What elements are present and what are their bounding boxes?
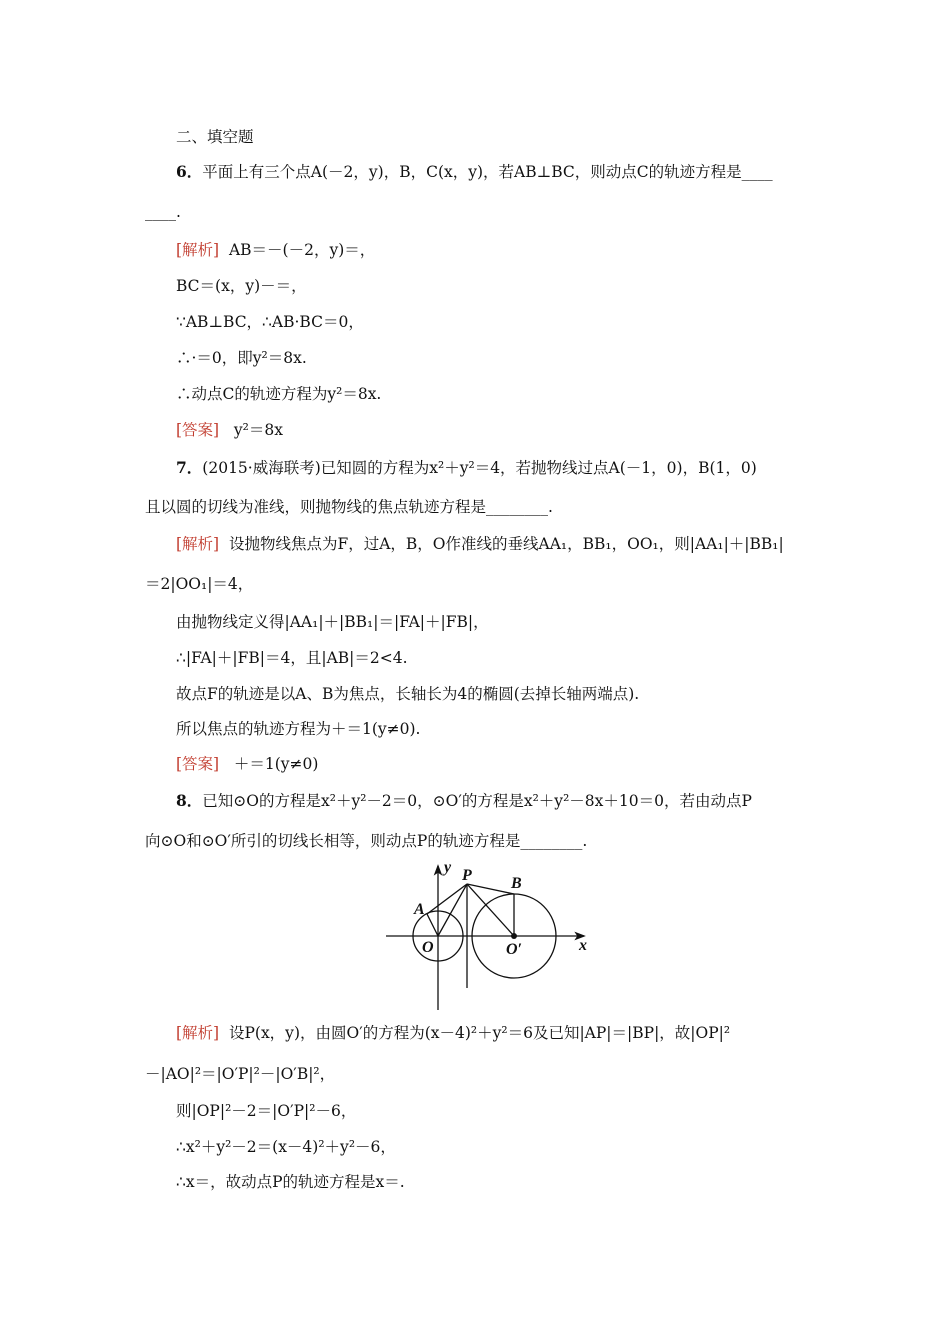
q7-analysis-line4: ∴|FA|＋|FB|＝4，且|AB|＝2<4. <box>176 649 408 667</box>
q7-analysis-text: 设抛物线焦点为F，过A，B，O作准线的垂线AA₁，BB₁，OO₁，则|AA₁|＋|BB₁| <box>228 535 784 553</box>
q8-analysis-line1 <box>176 1023 730 1043</box>
q8-text: 已知⊙O的方程是x²＋y²－2＝0，⊙O′的方程是x²＋y²－8x＋10＝0，若由动点P <box>202 792 752 810</box>
segment-ao <box>427 914 438 936</box>
q7-analysis-line3: 由抛物线定义得|AA₁|＋|BB₁|＝|FA|＋|FB|， <box>176 613 489 631</box>
q6-stem-line2: ____. <box>145 203 181 221</box>
circles-figure <box>386 858 596 1014</box>
label-o-prime: O′ <box>506 941 523 958</box>
label-p: P <box>462 867 472 884</box>
q6-text: 平面上有三个点A(－2，y)，B，C(x，y)，若AB⊥BC，则动点C的轨迹方程是____ <box>202 163 773 181</box>
q8-number: 8． <box>176 791 203 810</box>
label-b: B <box>511 875 522 892</box>
q6-stem-line1 <box>176 162 773 182</box>
q7-text: (2015·威海联考)已知圆的方程为x²＋y²＝4，若抛物线过点A(－1，0)，B(1，0) <box>202 459 757 477</box>
q7-stem-line2: 且以圆的切线为准线，则抛物线的焦点轨迹方程是________. <box>145 498 553 516</box>
q7-answer-tag: [答案] <box>176 755 220 773</box>
q6-analysis-line2: BC＝(x，y)－＝， <box>176 277 307 295</box>
q6-analysis-line5: ∴动点C的轨迹方程为y²＝8x. <box>176 385 382 403</box>
q6-answer: y²＝8x <box>233 421 283 439</box>
q7-stem-line1 <box>176 458 757 478</box>
q7-analysis-line1 <box>176 534 784 554</box>
segment-po <box>438 884 467 936</box>
q6-analysis-tag: [解析] <box>176 241 220 259</box>
q7-number: 7． <box>176 458 203 477</box>
q7-analysis-line2: ＝2|OO₁|＝4， <box>145 575 254 593</box>
label-a: A <box>414 901 425 918</box>
q8-stem-line1 <box>176 791 752 811</box>
section-title: 二、填空题 <box>176 128 254 146</box>
q6-number: 6． <box>176 162 203 181</box>
q8-analysis-line4: ∴x²＋y²－2＝(x－4)²＋y²－6， <box>176 1138 396 1156</box>
tangent-pa <box>427 884 467 914</box>
label-y: y <box>444 859 452 876</box>
q7-answer-line <box>176 754 318 774</box>
label-o: O <box>422 939 434 956</box>
q6-answer-tag: [答案] <box>176 421 220 439</box>
q7-answer: ＋＝1(y≠0) <box>233 755 319 773</box>
q6-answer-line <box>176 420 283 440</box>
q6-analysis-line1 <box>176 240 375 260</box>
q6-analysis-text: AB＝－(－2，y)＝， <box>228 241 376 259</box>
q8-analysis-line5: ∴x＝，故动点P的轨迹方程是x＝. <box>176 1173 405 1191</box>
q6-analysis-line4: ∴·＝0，即y²＝8x. <box>176 349 307 367</box>
q6-analysis-line3: ∵AB⊥BC，∴AB·BC＝0， <box>176 313 364 331</box>
q8-analysis-tag: [解析] <box>176 1024 220 1042</box>
q8-analysis-text: 设P(x，y)，由圆O′的方程为(x－4)²＋y²＝6及已知|AP|＝|BP|，故|OP|² <box>228 1024 731 1042</box>
segment-po-prime <box>467 884 514 936</box>
q7-analysis-line6: 所以焦点的轨迹方程为＋＝1(y≠0). <box>176 720 421 738</box>
q8-analysis-line3: 则|OP|²－2＝|O′P|²－6， <box>176 1102 357 1120</box>
q8-analysis-line2: －|AO|²＝|O′P|²－|O′B|²， <box>145 1065 336 1083</box>
q8-stem-line2: 向⊙O和⊙O′所引的切线长相等，则动点P的轨迹方程是________. <box>145 832 588 850</box>
q7-analysis-line5: 故点F的轨迹是以A、B为焦点，长轴长为4的椭圆(去掉长轴两端点). <box>176 685 640 703</box>
center-o-prime-dot <box>511 933 517 939</box>
q7-analysis-tag: [解析] <box>176 535 220 553</box>
label-x: x <box>579 937 587 954</box>
